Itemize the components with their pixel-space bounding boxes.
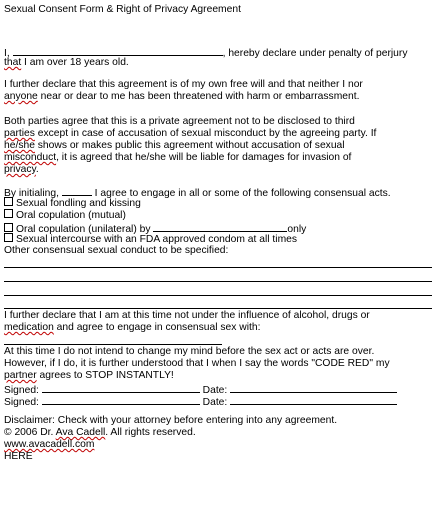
initialing-suffix: I agree to engage in all or some of the following consensual acts. [91,188,391,199]
privacy-text: , it is agreed that he/she will be liable for damages for invasion of [56,152,352,163]
initialing-prefix: By initialing, [4,188,62,199]
declaration-text: I am over 18 years old. [21,57,129,68]
partner-name-line[interactable] [4,334,432,346]
signature-field[interactable] [42,394,200,405]
unilateral-blank[interactable] [153,221,287,232]
spellcheck-word: anyone [4,91,38,102]
website-link[interactable] [4,439,432,451]
privacy-line-4 [4,152,432,164]
writing-line[interactable] [4,295,432,296]
act-label: Oral copulation (mutual) [16,210,126,221]
spellcheck-word: privacy [4,164,36,175]
spellcheck-word: that [4,57,22,68]
initialing-line [4,185,432,197]
signature-field[interactable] [42,382,200,393]
sobriety-text: and agree to engage in consensual sex with: [53,322,261,333]
act-label-suffix: only [287,224,307,235]
consent-form-document [4,4,432,463]
here-link[interactable]: HERE [4,451,33,462]
declaration-prefix: I, [4,48,13,59]
act-label: Oral copulation (unilateral) by [16,224,154,235]
website-url[interactable]: www.avacadell.com [4,439,95,450]
spellcheck-word: misconduct [4,152,57,163]
spellcheck-word: he/she [4,140,35,151]
code-red-line-2: However, if I do, it is further understood that I when I say the words "CODE RED" my [4,358,390,369]
spellcheck-word: parties [4,128,35,139]
free-will-text: near or dear to me has been threatened with harm or embarrassment. [37,91,360,102]
code-red-line-1: At this time I do not intend to change my mind before the sex act or acts are over. [4,346,375,357]
privacy-text: . [35,164,39,175]
writing-line[interactable] [4,281,432,282]
privacy-text: except in case of accusation of sexual misconduct by the agreeing party. If [34,128,377,139]
date-label: Date: [199,385,231,396]
act-item-2[interactable] [4,209,432,221]
copyright-prefix: © 2006 Dr. [4,427,56,438]
date-field[interactable] [230,394,397,405]
free-will-line-1: I further declare that this agreement is of my own free will and that neither I nor [4,79,363,90]
checkbox-icon[interactable] [4,233,13,242]
privacy-line-3 [4,140,432,152]
signed-label: Signed: [4,397,42,408]
privacy-text: shows or makes public this agreement without accusation of sexual [34,140,345,151]
code-red-line-3 [4,370,432,382]
spellcheck-word: medication [4,322,54,333]
free-will-line-2 [4,91,432,103]
act-label: Sexual fondling and kissing [16,198,141,209]
signature-row-1 [4,382,432,394]
initials-blank[interactable] [62,185,92,196]
act-label: Sexual intercourse with an FDA approved condom at all times [16,234,298,245]
code-red-text: agrees to STOP INSTANTLY! [36,370,174,381]
name-blank[interactable] [13,45,223,56]
other-conduct-lines[interactable] [4,257,432,309]
date-field[interactable] [230,382,397,393]
disclaimer: Disclaimer: Check with your attorney before entering into any agreement. [4,415,338,426]
privacy-line-2 [4,128,432,140]
declaration-line-1 [4,45,432,57]
spellcheck-word: partner [4,370,37,381]
checkbox-icon[interactable] [4,197,13,206]
copyright-suffix: . All rights reserved. [105,427,196,438]
privacy-line-1: Both parties agree that this is a private agreement not to be disclosed to third [4,116,355,127]
writing-line[interactable] [4,267,432,268]
signature-row-2 [4,394,432,406]
sobriety-line-1: I further declare that I am at this time not under the influence of alcohol, drugs or [4,310,370,321]
checkbox-icon[interactable] [4,209,13,218]
checkbox-icon[interactable] [4,223,13,232]
signed-label: Signed: [4,385,42,396]
act-item-3[interactable] [4,221,432,233]
partner-name-blank[interactable] [4,334,222,345]
privacy-line-5 [4,164,432,176]
writing-line[interactable] [4,308,432,309]
declaration-suffix: , hereby declare under penalty of perjury [222,48,408,59]
act-item-4[interactable] [4,233,432,245]
form-title: Sexual Consent Form & Right of Privacy Agreement [4,4,241,15]
other-conduct-label: Other consensual sexual conduct to be specified: [4,245,229,256]
author-name: Ava Cadell [55,427,106,438]
date-label: Date: [199,397,231,408]
copyright [4,427,432,439]
sobriety-line-2 [4,322,432,334]
